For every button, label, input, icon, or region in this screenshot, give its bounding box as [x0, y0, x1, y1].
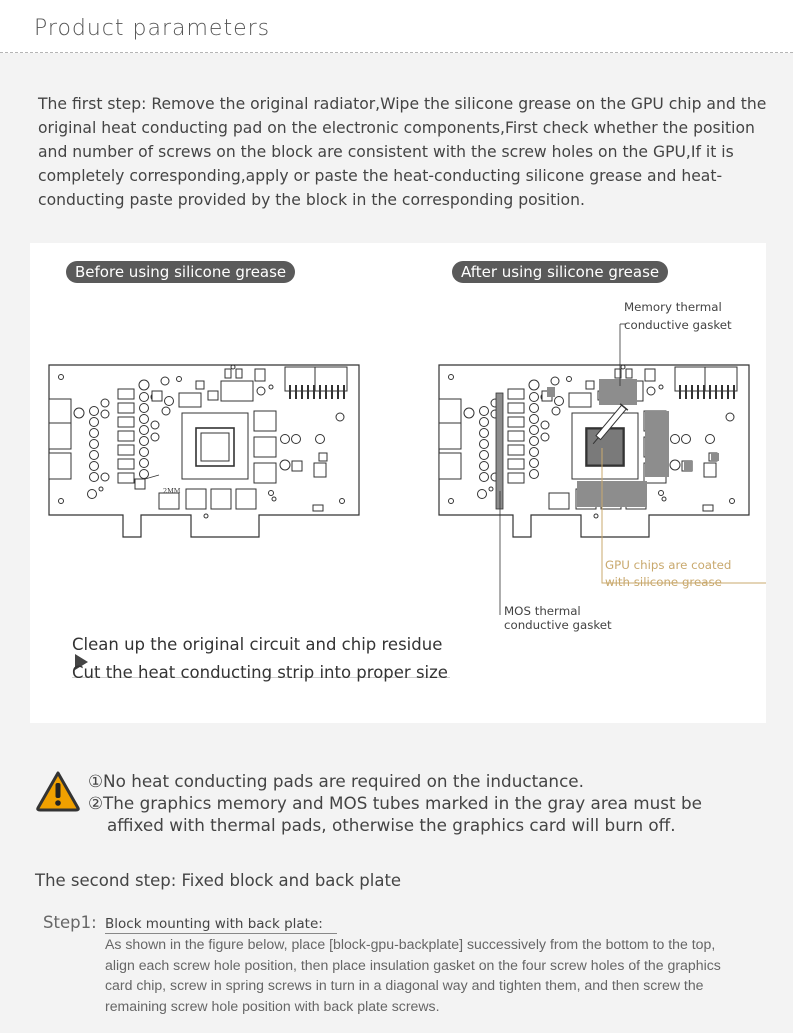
after-label: After using silicone grease — [452, 261, 668, 283]
mos-label-line1: MOS thermal — [504, 604, 581, 618]
before-board-marker: 2MM — [163, 487, 181, 495]
after-board — [439, 365, 749, 537]
clean-up-text: Clean up the original circuit and chip residue — [72, 635, 443, 654]
memory-label-line1: Memory thermal — [624, 300, 722, 314]
warning-triangle-icon — [35, 770, 81, 812]
before-label: Before using silicone grease — [66, 261, 295, 283]
cut-strip-instruction: Cut the heat conducting strip into proper size — [72, 663, 448, 682]
page-title: Product parameters — [34, 16, 271, 41]
memory-label-line2: conductive gasket — [624, 318, 732, 332]
warning-note-2-line2: affixed with thermal pads, otherwise the graphics card will burn off. — [107, 815, 676, 835]
step1-label: Step1: — [43, 913, 97, 932]
gpu-label-line1: GPU chips are coated — [605, 558, 732, 572]
warning-note-1: ①No heat conducting pads are required on the inductance. — [88, 771, 584, 791]
before-board — [49, 365, 359, 537]
step1-intro-text: The first step: Remove the original radiator,Wipe the silicone grease on the GPU chip and the original heat conducting pad on the electronic components,First check whether the position and number of screws on the block are consistent with the screw holes on the GPU,If it is completely corresponding,apply or paste the heat-conducting silicone grease and heat-conducting paste provided by the block in the corresponding position. — [38, 95, 767, 209]
warning-note-2-line1: ②The graphics memory and MOS tubes marked in the gray area must be — [88, 793, 702, 813]
warning-note-2 — [88, 792, 768, 836]
gpu-label-line2: with silicone grease — [605, 575, 722, 589]
mos-label-line2: conductive gasket — [504, 618, 612, 632]
step2-title: The second step: Fixed block and back plate — [35, 871, 402, 890]
page-header — [0, 0, 793, 53]
diagram-panel — [30, 243, 766, 723]
step1-subtitle: Block mounting with back plate: — [105, 916, 337, 934]
step1-body: As shown in the figure below, place [block-gpu-backplate] successively from the bottom to the top, align each screw hole position, then place insulation gasket on the four screw holes of the graphics card chip, screw in spring screws in turn in a diagonal way and tighten them, and then screw the remaining screw hole position with back plate screws. — [105, 936, 721, 1014]
